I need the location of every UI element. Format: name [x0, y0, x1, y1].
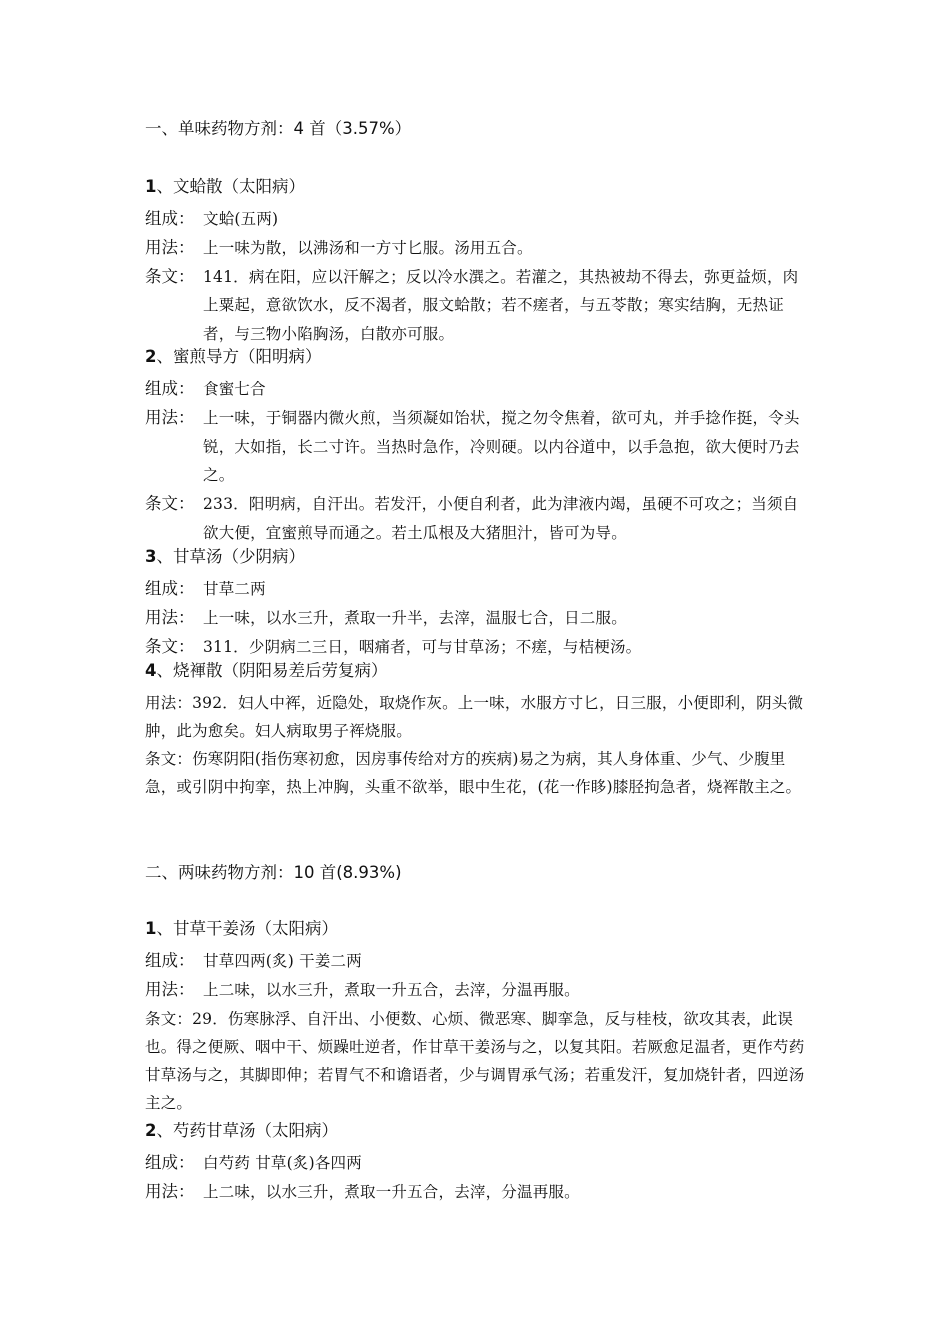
usage-row [145, 976, 810, 1005]
formula-gancao-ganjiang-tang [145, 918, 810, 1117]
formula-number: 2 [145, 1121, 157, 1140]
clause-text: 233．阳明病，自汗出。若发汗，小便自利者，此为津液内竭，虽硬不可攻之；当须自欲大便，宜蜜煎导而通之。若土瓜根及大猪胆汁，皆可为导。 [203, 495, 799, 542]
clause-row [145, 633, 810, 662]
usage-text: 上一味，于铜器内微火煎，当须凝如饴状，搅之勿令焦着，欲可丸，并手捻作挺，令头锐，大如指，长二寸许。当热时急作，冷则硬。以内谷道中，以手急抱，欲大便时乃去之。 [203, 408, 800, 485]
formula-name: 、文蛤散（太阳病） [156, 177, 305, 196]
formula-title [145, 918, 810, 947]
composition-text: 食蜜七合 [203, 380, 266, 398]
clause-label: 条文： [145, 494, 195, 514]
clause-text: 141．病在阳，应以汗解之；反以冷水潠之。若灌之，其热被劫不得去，弥更益烦，肉上粟起，意欲饮水，反不渴者，服文蛤散；若不瘥者，与五苓散；寒实结胸，无热证者，与三物小陷胸汤，白散亦可服。 [203, 267, 799, 344]
section-heading-1: 一、单味药物方剂：4 首（3.57%） [145, 119, 412, 138]
usage-row [145, 604, 810, 633]
usage-label: 用法： [145, 407, 195, 427]
composition-label: 组成： [145, 951, 195, 970]
formula-name: 、甘草干姜汤（太阳病） [156, 919, 338, 938]
composition-text: 甘草四两(炙) 干姜二两 [203, 952, 362, 970]
formula-wenge-san [145, 176, 810, 349]
composition-row [145, 375, 810, 404]
composition-text: 白芍药 甘草(炙)各四两 [203, 1154, 362, 1172]
composition-row [145, 1149, 810, 1178]
formula-mijian-daofang [145, 346, 810, 548]
usage-label: 用法： [145, 979, 195, 999]
formula-title [145, 176, 810, 205]
formula-number: 1 [145, 919, 157, 938]
usage-label: 用法： [145, 237, 195, 257]
formula-name: 、甘草汤（少阴病） [156, 547, 305, 566]
composition-row [145, 575, 810, 604]
clause-label: 条文： [145, 266, 195, 286]
formula-number: 2 [145, 347, 157, 366]
formula-gancao-tang [145, 546, 810, 661]
formula-title [145, 1120, 810, 1149]
composition-text: 甘草二两 [203, 580, 266, 598]
usage-label: 用法： [145, 607, 195, 627]
usage-row [145, 1178, 810, 1207]
composition-row [145, 947, 810, 976]
formula-title [145, 346, 810, 375]
formula-name: 、烧褌散（阴阳易差后劳复病） [156, 661, 388, 680]
composition-label: 组成： [145, 579, 195, 598]
usage-label: 用法： [145, 1181, 195, 1201]
clause-paragraph: 条文：伤寒阴阳(指伤寒初愈，因房事传给对方的疾病)易之为病，其人身体重、少气、少腹里急，或引阴中拘挛，热上冲胸，头重不欲举，眼中生花，(花一作眵)膝胫拘急者，烧裈散主之。 [145, 750, 802, 796]
usage-text: 上一味，以水三升，煮取一升半，去滓，温服七合，日二服。 [203, 608, 627, 627]
clause-row [145, 263, 810, 349]
usage-text: 上二味，以水三升，煮取一升五合，去滓，分温再服。 [203, 1182, 580, 1201]
composition-label: 组成： [145, 1153, 195, 1172]
formula-number: 1 [145, 177, 157, 196]
formula-title [145, 660, 810, 689]
clause-text: 311．少阴病二三日，咽痛者，可与甘草汤；不瘥，与桔梗汤。 [203, 637, 642, 656]
formula-number: 3 [145, 547, 157, 566]
usage-text: 上一味为散，以沸汤和一方寸匕服。汤用五合。 [203, 238, 533, 257]
formula-shaokun-san [145, 660, 810, 801]
formula-name: 、芍药甘草汤（太阳病） [156, 1121, 338, 1140]
formula-number: 4 [145, 661, 157, 680]
composition-row [145, 205, 810, 234]
formula-shaoyao-gancao-tang [145, 1120, 810, 1207]
usage-row [145, 404, 810, 490]
clause-label: 条文： [145, 636, 195, 656]
clause-paragraph: 条文：29．伤寒脉浮、自汗出、小便数、心烦、微恶寒、脚挛急，反与桂枝，欲攻其表，此误也。得之便厥、咽中干、烦躁吐逆者，作甘草干姜汤与之，以复其阳。若厥愈足温者，更作芍药甘草汤与之，其脚即伸；若胃气不和谵语者，少与调胃承气汤；若重发汗，复加烧针者，四逆汤主之。 [145, 1009, 805, 1112]
composition-text: 文蛤(五两) [203, 210, 279, 228]
formula-title [145, 546, 810, 575]
usage-paragraph: 用法：392．妇人中裈，近隐处，取烧作灰。上一味，水服方寸匕，日三服，小便即利，阴头微肿，此为愈矣。妇人病取男子裈烧服。 [145, 694, 804, 740]
clause-row [145, 490, 810, 548]
formula-name: 、蜜煎导方（阳明病） [156, 347, 322, 366]
usage-row [145, 234, 810, 263]
composition-label: 组成： [145, 379, 195, 398]
usage-text: 上二味，以水三升，煮取一升五合，去滓，分温再服。 [203, 980, 580, 999]
section-heading-2: 二、两味药物方剂：10 首(8.93%) [145, 863, 402, 882]
composition-label: 组成： [145, 209, 195, 228]
